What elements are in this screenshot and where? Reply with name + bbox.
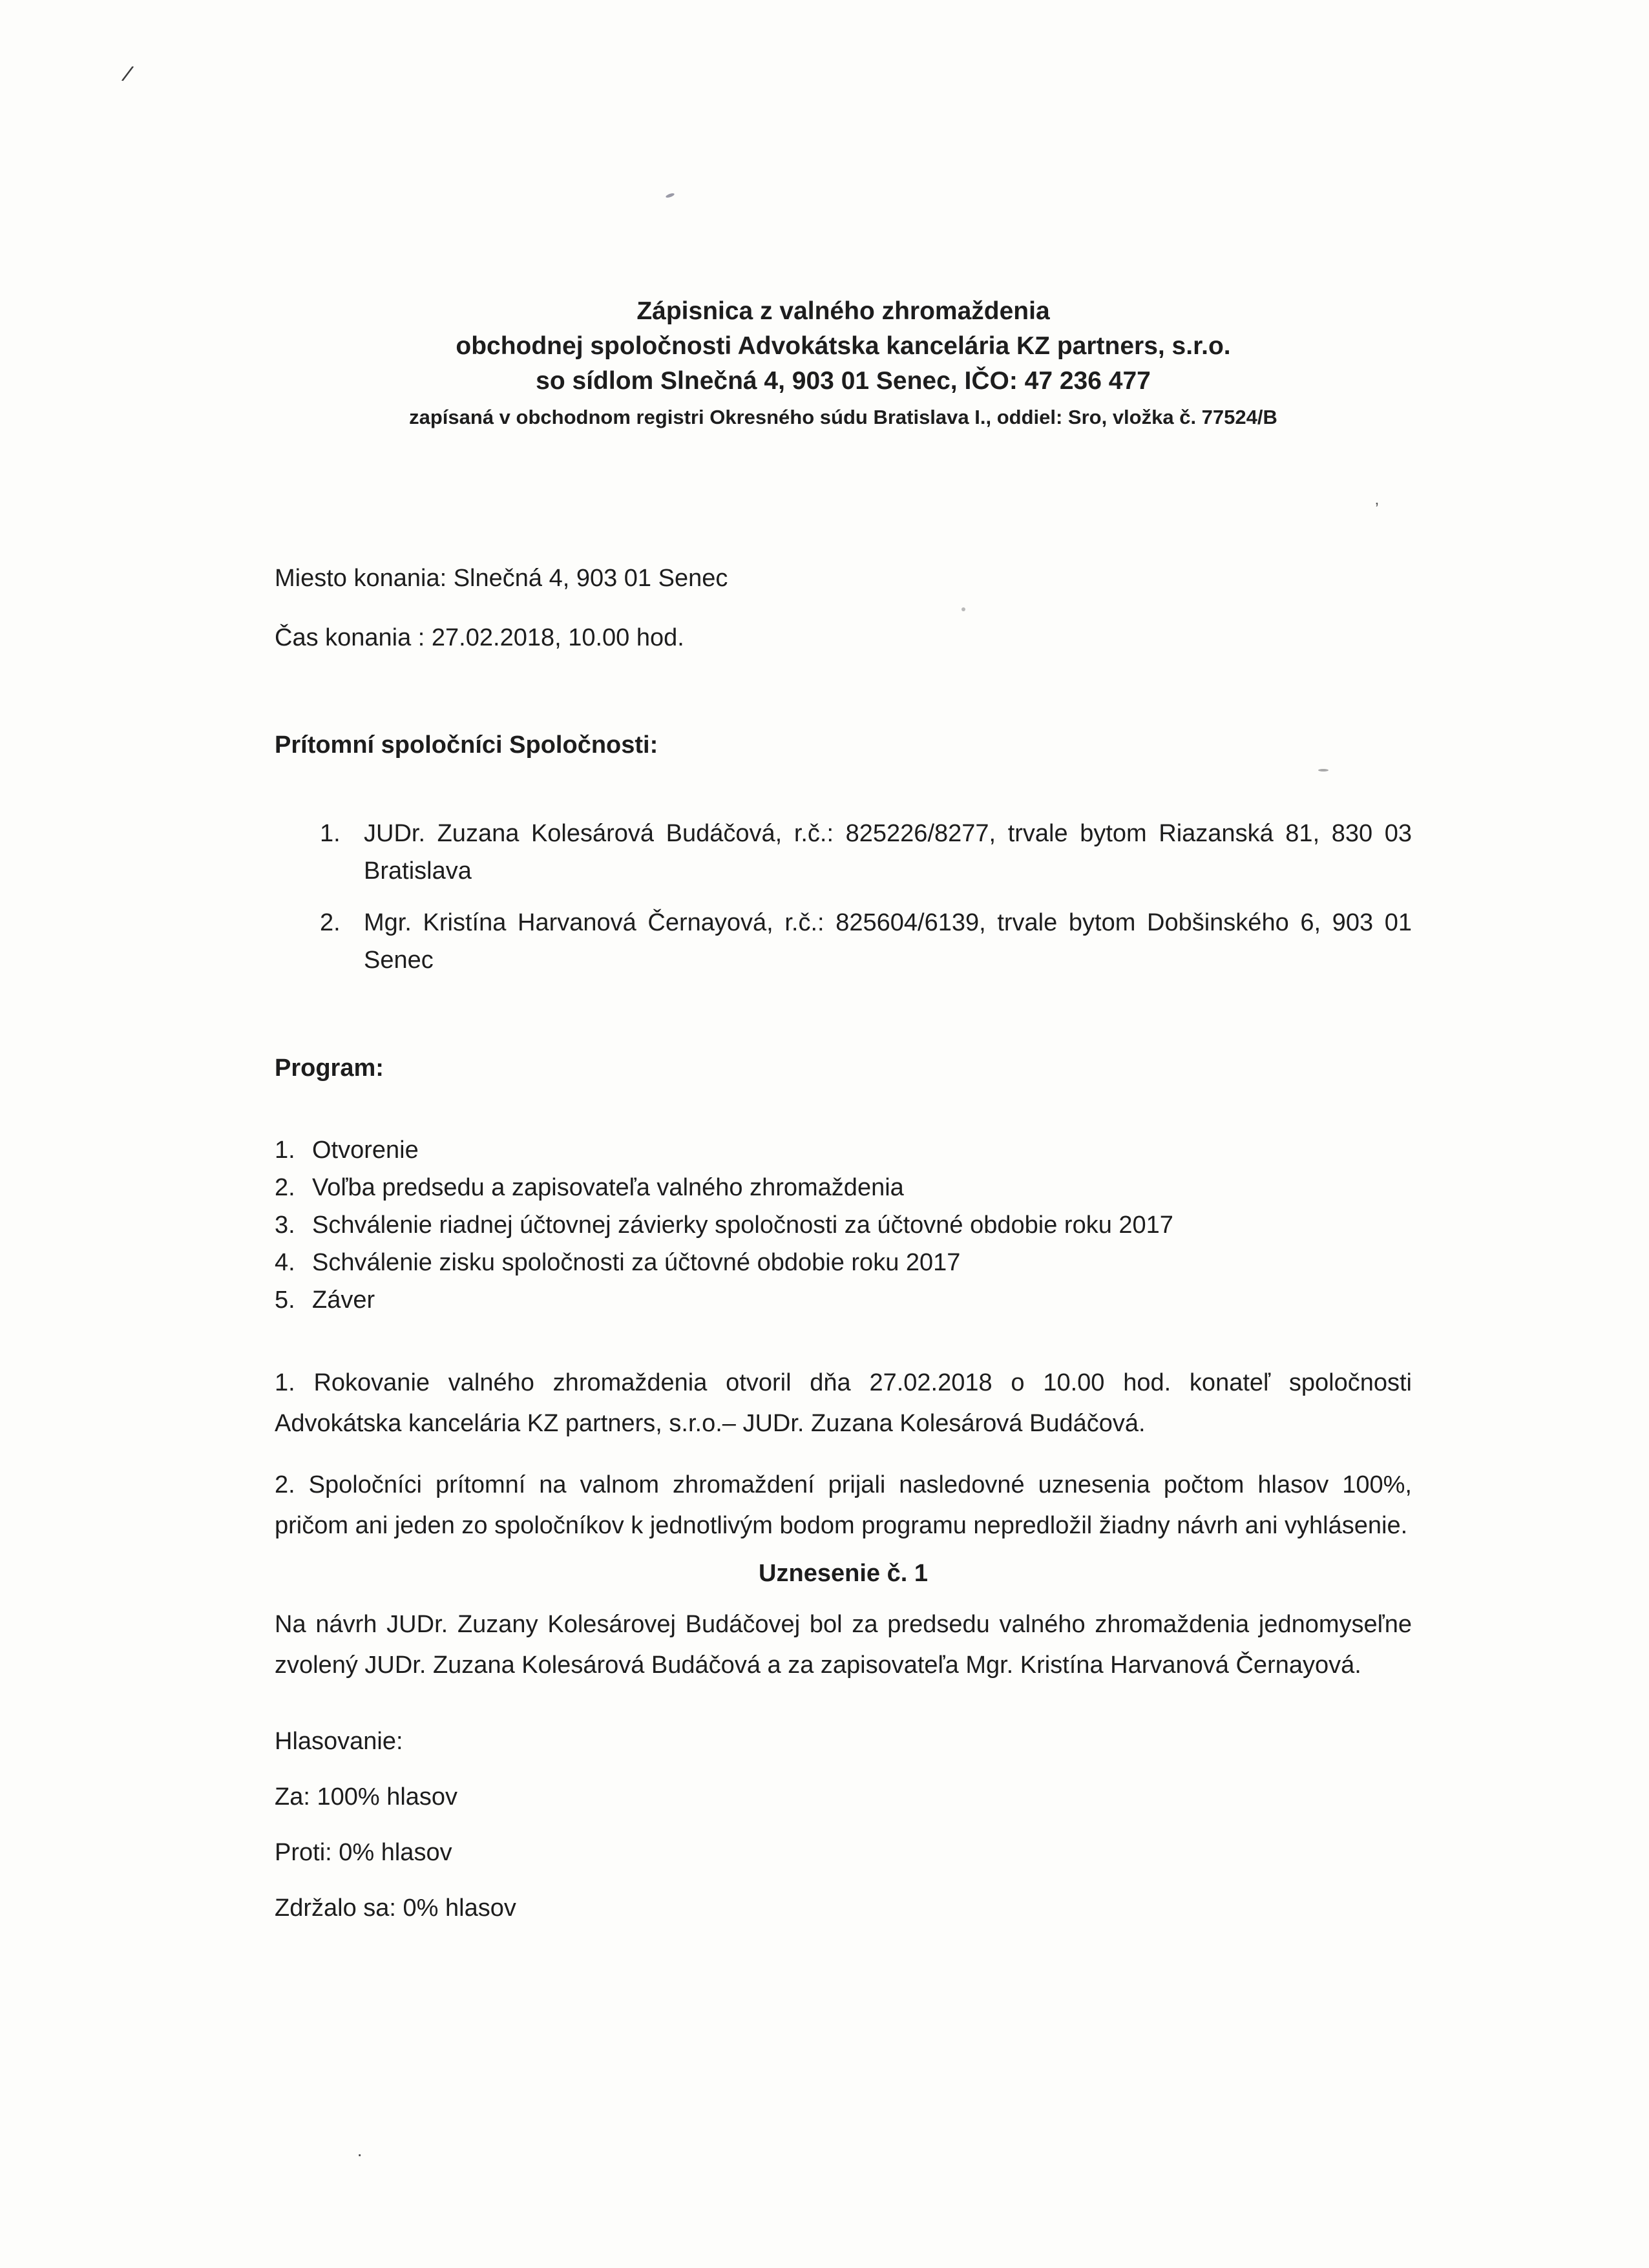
agenda-heading: Program: [275, 1055, 384, 1082]
meeting-location: Miesto konania: Slnečná 4, 903 01 Senec [275, 565, 728, 592]
agenda-item: Otvorenie [312, 1137, 419, 1164]
document-title-block [275, 294, 1412, 434]
registry-line: zapísaná v obchodnom registri Okresného súdu Bratislava I., oddiel: Sro, vložka č. 77524/B [409, 406, 1277, 428]
meeting-time: Čas konania : 27.02.2018, 10.00 hod. [275, 624, 684, 651]
resolution-body: Na návrh JUDr. Zuzany Kolesárovej Budáčovej bol za predsedu valného zhromaždenia jednomyseľne zvolený JUDr. Zuzana Kolesárová Budáčová a za zapisovateľa Mgr. Kristína Harvanová Černayová. [275, 1611, 1412, 1679]
voting-za: Za: 100% hlasov [275, 1783, 458, 1811]
agenda-item: Schválenie zisku spoločnosti za účtovné obdobie roku 2017 [312, 1249, 961, 1276]
scan-artifact: ’ [1375, 499, 1379, 518]
scan-artifact: / [121, 61, 133, 87]
attendees-heading: Prítomní spoločníci Spoločnosti: [275, 731, 658, 759]
scan-artifact: · [357, 2144, 363, 2164]
voting-heading: Hlasovanie: [275, 1728, 403, 1755]
scan-speck [666, 193, 675, 198]
company-address-line: so sídlom Slnečná 4, 903 01 Senec, IČO: 47 236 477 [536, 367, 1151, 395]
agenda-list [275, 1131, 1412, 1319]
body-paragraph-1: 1. Rokovanie valného zhromaždenia otvoril dňa 27.02.2018 o 10.00 hod. konateľ spoločnosti Advokátska kancelária KZ partners, s.r.o.– JUDr. Zuzana Kolesárová Budáčová. [275, 1369, 1412, 1437]
voting-zdrzalo: Zdržalo sa: 0% hlasov [275, 1895, 516, 1922]
document-content [275, 294, 1412, 1926]
company-name-line: obchodnej spoločnosti Advokátska kancelária KZ partners, s.r.o. [456, 332, 1231, 360]
agenda-item: Schválenie riadnej účtovnej závierky spoločnosti za účtovné obdobie roku 2017 [312, 1212, 1173, 1239]
attendee-item: JUDr. Zuzana Kolesárová Budáčová, r.č.: 825226/8277, trvale bytom Riazanská 81, 830 03 Bratislava [364, 820, 1412, 885]
agenda-item: Záver [312, 1286, 375, 1314]
attendees-list [320, 815, 1412, 979]
agenda-item: Voľba predsedu a zapisovateľa valného zhromaždenia [312, 1174, 904, 1201]
resolution-heading: Uznesenie č. 1 [759, 1560, 928, 1587]
attendee-item: Mgr. Kristína Harvanová Černayová, r.č.: 825604/6139, trvale bytom Dobšinského 6, 903 01 Senec [364, 909, 1412, 974]
document-title: Zápisnica z valného zhromaždenia [636, 297, 1050, 325]
body-paragraph-2: 2. Spoločníci prítomní na valnom zhromaždení prijali nasledovné uznesenia počtom hlasov 100%, pričom ani jeden zo spoločníkov k jednotlivým bodom programu nepredložil žiadny návrh ani vyhlásenie. [275, 1471, 1412, 1539]
voting-proti: Proti: 0% hlasov [275, 1839, 452, 1866]
